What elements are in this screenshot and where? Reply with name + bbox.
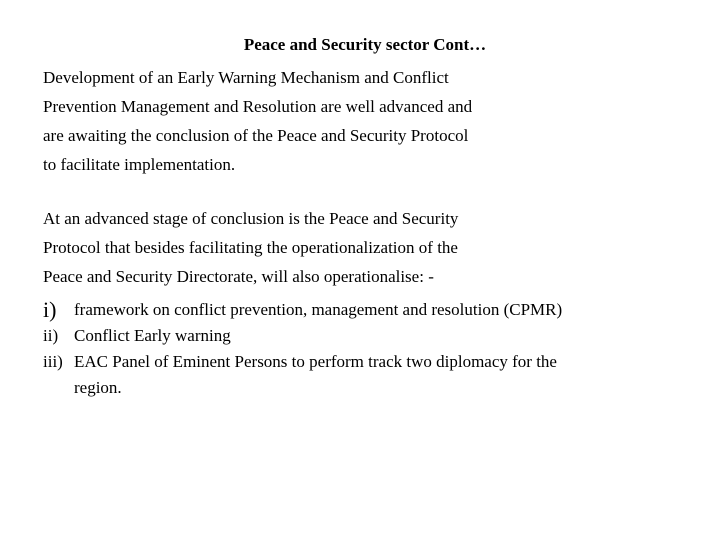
paragraph-early-warning	[43, 63, 683, 179]
slide-title-text: Peace and Security sector Cont…	[243, 35, 487, 54]
slide-title	[0, 34, 720, 56]
list-item-text: EAC Panel of Eminent Persons to perform track two diplomacy for the	[74, 352, 557, 371]
list-item-text: framework on conflict prevention, management and resolution (CPMR)	[74, 300, 563, 319]
paragraph-line: Peace and Security Directorate, will also operationalise: -	[43, 267, 434, 286]
list-item-text: Conflict Early warning	[74, 326, 231, 345]
paragraph-line: are awaiting the conclusion of the Peace and Security Protocol	[43, 126, 469, 145]
paragraph-line: At an advanced stage of conclusion is the Peace and Security	[43, 209, 459, 228]
list-item	[43, 349, 703, 401]
list-item	[43, 323, 703, 349]
list-item-text: region.	[74, 378, 122, 397]
paragraph-line: Protocol that besides facilitating the operationalization of the	[43, 238, 458, 257]
paragraph-line: to facilitate implementation.	[43, 155, 236, 174]
list-marker: i)	[43, 297, 57, 322]
list-marker: ii)	[43, 326, 59, 345]
list-item	[43, 297, 703, 323]
operationalise-list	[43, 297, 703, 401]
paragraph-protocol	[43, 204, 683, 291]
paragraph-line: Development of an Early Warning Mechanism and Conflict	[43, 68, 449, 87]
list-marker: iii)	[43, 352, 63, 371]
paragraph-line: Prevention Management and Resolution are well advanced and	[43, 97, 473, 116]
